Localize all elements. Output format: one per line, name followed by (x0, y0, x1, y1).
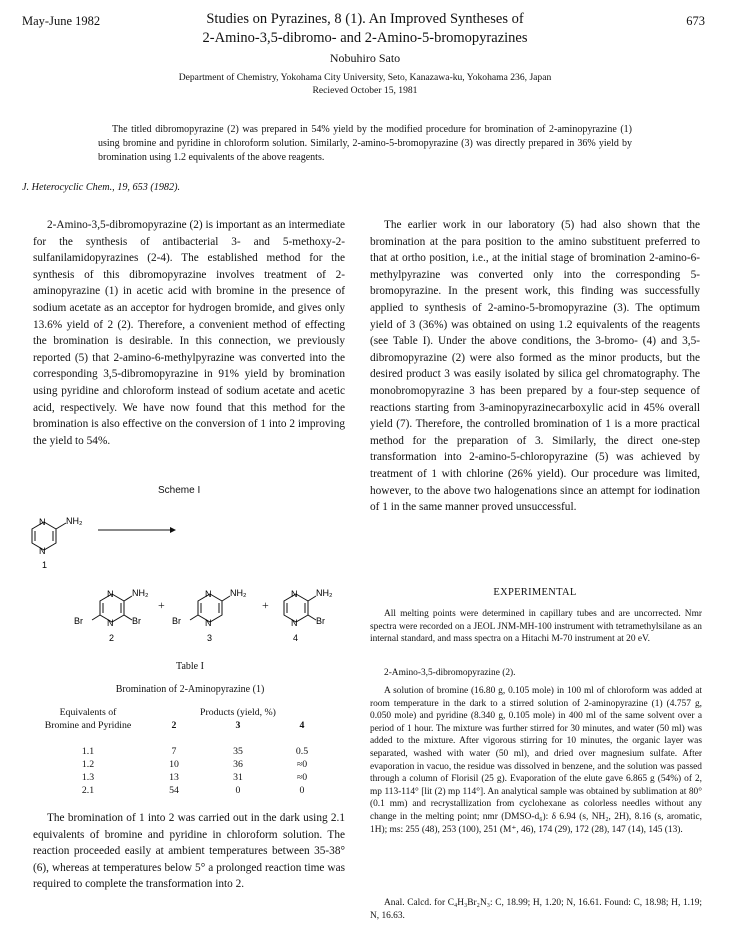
ring-n-bottom: N (291, 618, 298, 628)
table-title: Table I (176, 661, 204, 672)
amino-group-label: NH₂ (316, 588, 333, 598)
ring-n-top: N (291, 589, 298, 599)
author: Nobuhiro Sato (329, 51, 401, 65)
table-row (34, 784, 334, 797)
journal-date: May-June 1982 (22, 14, 101, 28)
amino-group-label: NH₂ (230, 588, 247, 598)
pyrazine-ring-4 (284, 594, 316, 622)
cell-eq: 1.3 (81, 772, 95, 783)
experimental-paragraph-1: All melting points were determined in capillary tubes and are uncorrected. Nmr spectra were recorded on a JEOL JNM-MH-100 instrument with tetramethylsilane as an internal standard, and mass spectra on a Hitachi M-70 instrument at 20 eV. (370, 609, 702, 645)
experimental-analysis: Anal. Calcd. for C₄H₃Br₂N₃: C, 18.99; H, 1.20; N, 16.61. Found: C, 18.98; H, 1.19; N, 16.63. (370, 898, 702, 921)
header-equivalents: Equivalents of (59, 707, 117, 718)
cell-yield-2: 7 (171, 746, 177, 757)
title-line-2: 2-Amino-3,5-dibromo- and 2-Amino-5-bromopyrazines (202, 30, 528, 46)
cell-yield-4: ≈0 (296, 759, 308, 770)
compound-1-structure (22, 512, 102, 572)
table-row (34, 745, 334, 758)
experimental-paragraph-2: A solution of bromine (16.80 g, 0.105 mole) in 100 ml of chloroform was added at room temperature in the dark to a stirred solution of 2-aminopyrazine (1) (4.757 g, 0.050 mole) and pyridine (8.340 g, 0.105 mole) in 400 ml of the same solvent over a period of 1 hour. The mixture was further stirred for 30 minutes, and water (50 ml) was added to the mixture. After vigorous stirring for 10 minutes, the organic layer was separated, washed with water (50 ml), and dried over magnesium sulfate. After evaporation in vacuo, the residue was dissolved in benzene, and the solution was passed through a column of Florisil (25 g). Evaporation of the elute gave 6.865 g (54%) of 2, mp 113-114° [lit (2) mp 114°]. An analytical sample was obtained by sublimation at 80° (0.1 mm) and recrystallization from cyclohexane as colorless needles without any change in the melting point; nmr (DMSO-d₆): δ 6.94 (s, NH₂, 2H), 8.16 (s, aromatic, 1H); ms: 255 (48), 253 (100), 251 (M⁺, 46), 174 (29), 172 (28), 147 (14), 145 (13). (370, 686, 702, 835)
header-equivalents-2: Bromine and Pyridine (44, 720, 132, 731)
article-title (120, 10, 610, 48)
table-header-row-1 (34, 706, 334, 719)
amino-group-label: NH₂ (66, 516, 83, 526)
table-caption: Bromination of 2-Aminopyrazine (1) (115, 684, 265, 695)
bromo-label-5: Br (172, 616, 181, 626)
cell-yield-3: 35 (233, 746, 243, 757)
experimental-subheading: 2-Amino-3,5-dibromopyrazine (2). (384, 668, 516, 678)
page-number: 673 (686, 14, 705, 28)
left-paragraph-2: The bromination of 1 into 2 was carried out in the dark using 2.1 equivalents of bromine and pyridine in chloroform solution. The reaction proceeded easily at ambient temperatures between 35-38° (6), whereas at temperatures below 5° a prolonged reaction time was required to complete the transformation into 2. (33, 812, 345, 891)
pyrazine-ring-1 (32, 522, 66, 550)
bromination-table (34, 706, 334, 797)
bromo-label-5: Br (74, 616, 83, 626)
compound-3-structure (172, 584, 252, 646)
plus-sign: + (262, 598, 269, 612)
header-products: Products (yield, %) (200, 707, 276, 718)
received-date: Recieved October 15, 1981 (312, 85, 418, 96)
table-row (34, 771, 334, 784)
cell-eq: 1.1 (81, 746, 95, 757)
ring-n-bottom: N (205, 618, 212, 628)
header-col-4: 4 (299, 720, 305, 731)
cell-yield-2: 13 (169, 772, 179, 783)
cell-yield-2: 54 (169, 785, 179, 796)
title-line-1: Studies on Pyrazines, 8 (1). An Improved Syntheses of (206, 11, 524, 27)
citation: J. Heterocyclic Chem., 19, 653 (1982). (22, 182, 181, 193)
ring-n-top: N (107, 589, 114, 599)
compound-2-structure (74, 584, 154, 646)
cell-yield-4: ≈0 (296, 772, 308, 783)
reaction-arrow (96, 520, 176, 540)
amino-group-label: NH₂ (132, 588, 149, 598)
ring-n-top: N (205, 589, 212, 599)
ring-n-top: N (39, 517, 46, 527)
cell-yield-4: 0 (299, 785, 305, 796)
ring-n-bottom: N (39, 546, 46, 556)
compound-label-3: 3 (207, 633, 213, 643)
table-row (34, 758, 334, 771)
cell-eq: 1.2 (81, 759, 95, 770)
plus-sign: + (158, 598, 165, 612)
cell-yield-3: 0 (235, 785, 241, 796)
scheme-title: Scheme I (158, 485, 201, 496)
affiliation-block (60, 71, 670, 97)
cell-yield-4: 0.5 (295, 746, 309, 757)
cell-yield-3: 31 (233, 772, 243, 783)
cell-eq: 2.1 (81, 785, 95, 796)
compound-label-4: 4 (293, 633, 299, 643)
abstract: The titled dibromopyrazine (2) was prepared in 54% yield by the modified procedure for bromination of 2-aminopyrazine (1) using bromine and pyridine in chloroform solution. Similarly, 2-amino-5-bromopyrazine (3) was directly prepared in 36% yield by bromination using 1.2 equivalents of the above reagents. (98, 124, 632, 163)
bromo-label-3: Br (316, 616, 325, 626)
ring-n-bottom: N (107, 618, 114, 628)
left-paragraph-1: 2-Amino-3,5-dibromopyrazine (2) is important as an intermediate for the synthesis of antibacterial 3- and 5-methoxy-2-sulfanilamidopyrazines (2-4). The established method for the synthesis of this dibromopyrazine involves treatment of 2-aminopyrazine (1) in acetic acid with bromine in the presence of sodium acetate as an acceptor for hydrogen bromide, and gives only 13.6% yield of 2 (2). Therefore, a convenient method of effecting the bromination is desirable. In this connection, we previously reported (5) that 2-amino-6-methylpyrazine was converted into the corresponding 3,5-dibromopyrazine in 91% yield by bromination using pyridine and chloroform instead of sodium acetate and acetic acid, respectively. We have now found that this method for the bromination is also effective on the conversion of 1 into 2 improving the yield to 54%. (33, 219, 345, 447)
bromo-label-3: Br (132, 616, 141, 626)
right-paragraph-1: The earlier work in our laboratory (5) had also shown that the bromination at the para position to the amino substituent preferred to that at ortho position, i.e., at the initial stage of bromination 2-amino-6-methylpyrazine was converted only into the corresponding 5-bromopyrazine. In the present work, this finding was successfully applied to synthesis of 2-amino-5-bromopyrazine (3). The optimum yield of 3 (36%) was obtained on using 1.2 equivalents of the reagents (see Table I). Under the above conditions, the 3-bromo- (4) and 3,5-dibromopyrazine (2) were also formed as the minor products, but the desired product 3 was easily isolated by silica gel chromatography. The monobromopyrazine 3 has been prepared by a four-step sequence of reactions starting from 3-aminopyrazinecarboxylic acid in 45% overall yield (7). Therefore, the controlled bromination of 1 is a more practical method for the preparation of 3. Similarly, the direct one-step transformation into 2-amino-5-chloropyrazine (5) was achieved by treatment of 1 with chlorine (26% yield). Our procedure was limited, however, to the above two halogenations since an attempt for iodination of 1 in the same manner proved unsuccessful. (370, 219, 700, 514)
compound-label-2: 2 (109, 633, 115, 643)
compound-4-structure (268, 584, 348, 646)
affiliation: Department of Chemistry, Yokohama City University, Seto, Kanazawa-ku, Yokohama 236, Japan (178, 72, 552, 83)
table-header-row-2 (34, 719, 334, 732)
compound-label-1: 1 (42, 560, 48, 570)
header-col-3: 3 (235, 720, 241, 731)
header-col-2: 2 (171, 720, 177, 731)
cell-yield-2: 10 (169, 759, 179, 770)
cell-yield-3: 36 (233, 759, 243, 770)
experimental-heading: EXPERIMENTAL (493, 587, 577, 598)
